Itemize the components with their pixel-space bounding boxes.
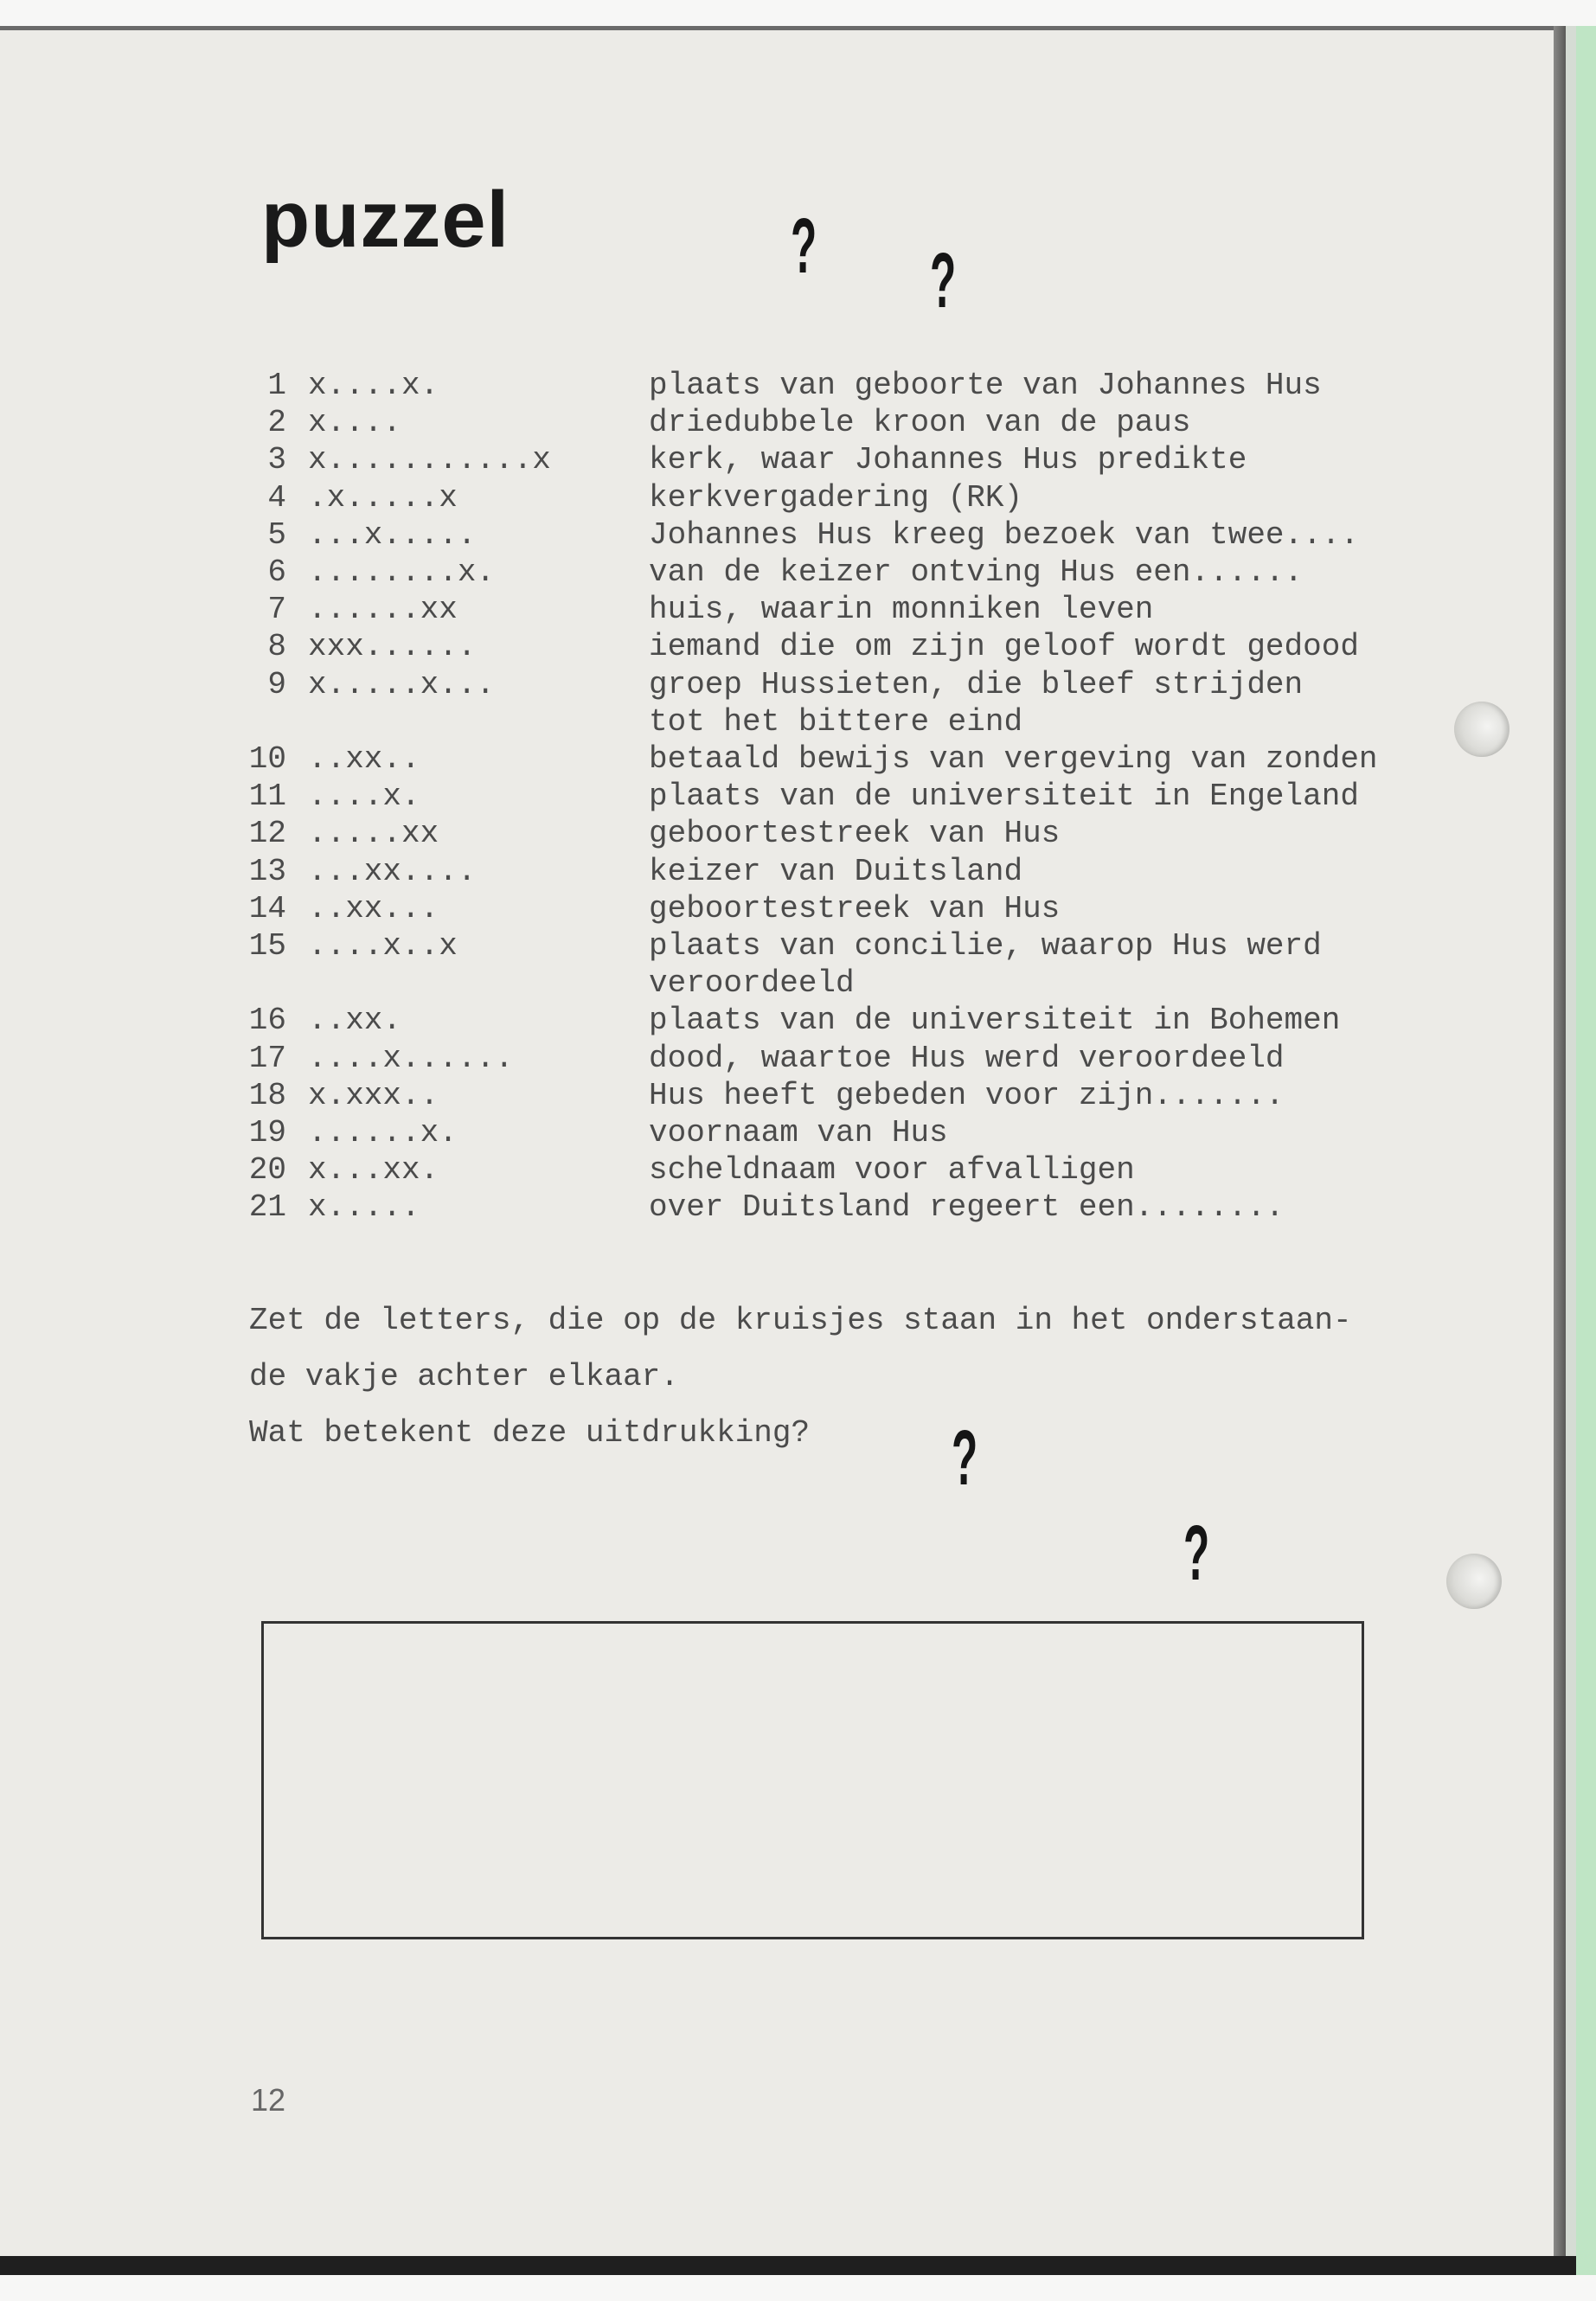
clue-number: 19 xyxy=(248,1115,286,1151)
clue-pattern: ........x. xyxy=(308,554,496,591)
clue-text xyxy=(649,441,1247,478)
clue-number: 21 xyxy=(248,1189,286,1226)
clue-text-line: voornaam van Hus xyxy=(649,1115,948,1151)
instruction-line: de vakje achter elkaar. xyxy=(249,1359,679,1394)
clue-pattern: ....x. xyxy=(308,779,420,815)
clue-row xyxy=(242,479,1378,516)
clue-number: 15 xyxy=(248,928,286,965)
question-mark-icon: ? xyxy=(952,1415,978,1502)
clue-text-line: kerk, waar Johannes Hus predikte xyxy=(649,442,1247,478)
clue-row xyxy=(242,628,1378,665)
page-edge-shadow xyxy=(1554,26,1566,2275)
clue-row xyxy=(242,890,1378,927)
clue-number: 7 xyxy=(267,592,286,628)
clue-number: 5 xyxy=(267,516,286,553)
clue-text xyxy=(649,927,1322,1002)
clue-text xyxy=(649,666,1303,740)
clue-number: 11 xyxy=(248,779,286,815)
clue-text xyxy=(649,778,1359,815)
clue-row xyxy=(242,367,1378,404)
clue-text-line: geboortestreek van Hus xyxy=(649,816,1061,852)
clue-row xyxy=(242,1002,1378,1039)
clue-text-line: dood, waartoe Hus werd veroordeeld xyxy=(649,1040,1285,1076)
page-edge xyxy=(1566,26,1576,2275)
clue-row xyxy=(242,740,1378,778)
clue-pattern: ..xx... xyxy=(308,890,439,926)
clue-row xyxy=(242,1151,1378,1189)
clue-text-line: iemand die om zijn geloof wordt gedood xyxy=(649,629,1359,665)
clue-text xyxy=(649,628,1359,665)
clue-text xyxy=(649,853,1022,890)
clue-number: 4 xyxy=(267,479,286,516)
clue-text-line: betaald bewijs van vergeving van zonden xyxy=(649,741,1378,778)
clue-number: 3 xyxy=(267,442,286,478)
clue-row xyxy=(242,554,1378,591)
question-mark-icon: ? xyxy=(930,238,957,324)
answer-box[interactable] xyxy=(261,1621,1364,1939)
clue-text-line: plaats van de universiteit in Bohemen xyxy=(649,1003,1341,1039)
clue-text-line: keizer van Duitsland xyxy=(649,853,1023,889)
clue-pattern: ......xx xyxy=(308,592,458,628)
instruction-line: Zet de letters, die op de kruisjes staan in het onderstaan- xyxy=(249,1303,1352,1338)
clue-row xyxy=(242,516,1378,554)
clue-text xyxy=(649,1002,1340,1039)
clue-text xyxy=(649,1114,948,1151)
clue-number: 16 xyxy=(248,1003,286,1039)
clue-row xyxy=(242,1077,1378,1114)
clue-number: 9 xyxy=(267,666,286,702)
clue-pattern: ....x...... xyxy=(308,1040,514,1076)
clue-text xyxy=(649,740,1378,778)
clue-text-line: groep Hussieten, die bleef strijden xyxy=(649,666,1304,702)
clue-text-line: driedubbele kroon van de paus xyxy=(649,405,1191,441)
clue-pattern: x...xx. xyxy=(308,1152,439,1189)
clue-pattern: ...xx.... xyxy=(308,853,477,889)
clue-text-line: Johannes Hus kreeg bezoek van twee.... xyxy=(649,516,1359,553)
clue-text-line: veroordeeld xyxy=(649,965,855,1002)
clue-text xyxy=(649,591,1153,628)
clue-number: 8 xyxy=(267,629,286,665)
clue-pattern: ....x..x xyxy=(308,928,458,965)
clue-pattern: x.... xyxy=(308,405,402,441)
clue-number: 1 xyxy=(267,368,286,403)
clue-pattern: ..xx.. xyxy=(308,741,420,778)
clue-number: 10 xyxy=(248,741,286,778)
clue-row xyxy=(242,815,1378,852)
clue-pattern: x...........x xyxy=(308,442,551,478)
instructions xyxy=(249,1292,1352,1461)
page-title: puzzel xyxy=(261,176,510,264)
clue-text xyxy=(649,890,1060,927)
clue-text-line: plaats van geboorte van Johannes Hus xyxy=(649,368,1322,403)
clue-row xyxy=(242,404,1378,441)
clue-row xyxy=(242,927,1378,1002)
clue-number: 17 xyxy=(248,1040,286,1076)
clue-pattern: .x.....x xyxy=(308,479,458,516)
question-mark-icon: ? xyxy=(1183,1510,1210,1597)
clue-pattern: x..... xyxy=(308,1189,420,1226)
clue-row xyxy=(242,1114,1378,1151)
clue-list xyxy=(242,367,1378,1227)
clue-text xyxy=(649,479,1022,516)
clue-pattern: ......x. xyxy=(308,1115,458,1151)
clue-number: 14 xyxy=(248,890,286,926)
clue-pattern: x....x. xyxy=(308,368,439,403)
clue-row xyxy=(242,853,1378,890)
clue-text xyxy=(649,1151,1135,1189)
clue-row xyxy=(242,778,1378,815)
clue-text-line: geboortestreek van Hus xyxy=(649,890,1061,926)
clue-number: 20 xyxy=(248,1152,286,1189)
clue-text-line: scheldnaam voor afvalligen xyxy=(649,1152,1135,1189)
clue-text xyxy=(649,1189,1285,1226)
clue-text xyxy=(649,516,1359,554)
clue-pattern: ...x..... xyxy=(308,516,477,553)
clue-text-line: plaats van concilie, waarop Hus werd xyxy=(649,928,1322,965)
clue-number: 13 xyxy=(248,853,286,889)
clue-text-line: tot het bittere eind xyxy=(649,703,1023,740)
instruction-question: Wat betekent deze uitdrukking? xyxy=(249,1415,811,1451)
clue-number: 12 xyxy=(248,816,286,852)
clue-text-line: huis, waarin monniken leven xyxy=(649,592,1154,628)
clue-number: 2 xyxy=(267,405,286,441)
clue-pattern: x.....x... xyxy=(308,666,496,702)
clue-pattern: xxx...... xyxy=(308,629,477,665)
clue-text xyxy=(649,1077,1285,1114)
clue-text-line: Hus heeft gebeden voor zijn....... xyxy=(649,1077,1285,1113)
clue-text-line: kerkvergadering (RK) xyxy=(649,479,1023,516)
clue-text-line: plaats van de universiteit in Engeland xyxy=(649,779,1359,815)
clue-text xyxy=(649,815,1060,852)
clue-row xyxy=(242,666,1378,740)
clue-row xyxy=(242,1189,1378,1226)
bottom-edge-band xyxy=(0,2256,1576,2275)
punch-hole-top xyxy=(1454,702,1509,757)
clue-number: 6 xyxy=(267,554,286,591)
clue-text xyxy=(649,554,1303,591)
question-mark-icon: ? xyxy=(791,203,817,290)
clue-text-line: van de keizer ontving Hus een...... xyxy=(649,554,1304,591)
clue-text xyxy=(649,404,1191,441)
clue-number: 18 xyxy=(248,1077,286,1113)
clue-row xyxy=(242,1040,1378,1077)
punch-hole-bottom xyxy=(1446,1554,1502,1609)
clue-text xyxy=(649,1040,1285,1077)
page-number: 12 xyxy=(251,2082,286,2118)
clue-pattern: ..xx. xyxy=(308,1003,402,1039)
clue-row xyxy=(242,591,1378,628)
clue-pattern: .....xx xyxy=(308,816,439,852)
binding-strip xyxy=(1576,26,1596,2275)
clue-text-line: over Duitsland regeert een........ xyxy=(649,1189,1285,1226)
clue-pattern: x.xxx.. xyxy=(308,1077,439,1113)
clue-text xyxy=(649,367,1322,404)
clue-row xyxy=(242,441,1378,478)
